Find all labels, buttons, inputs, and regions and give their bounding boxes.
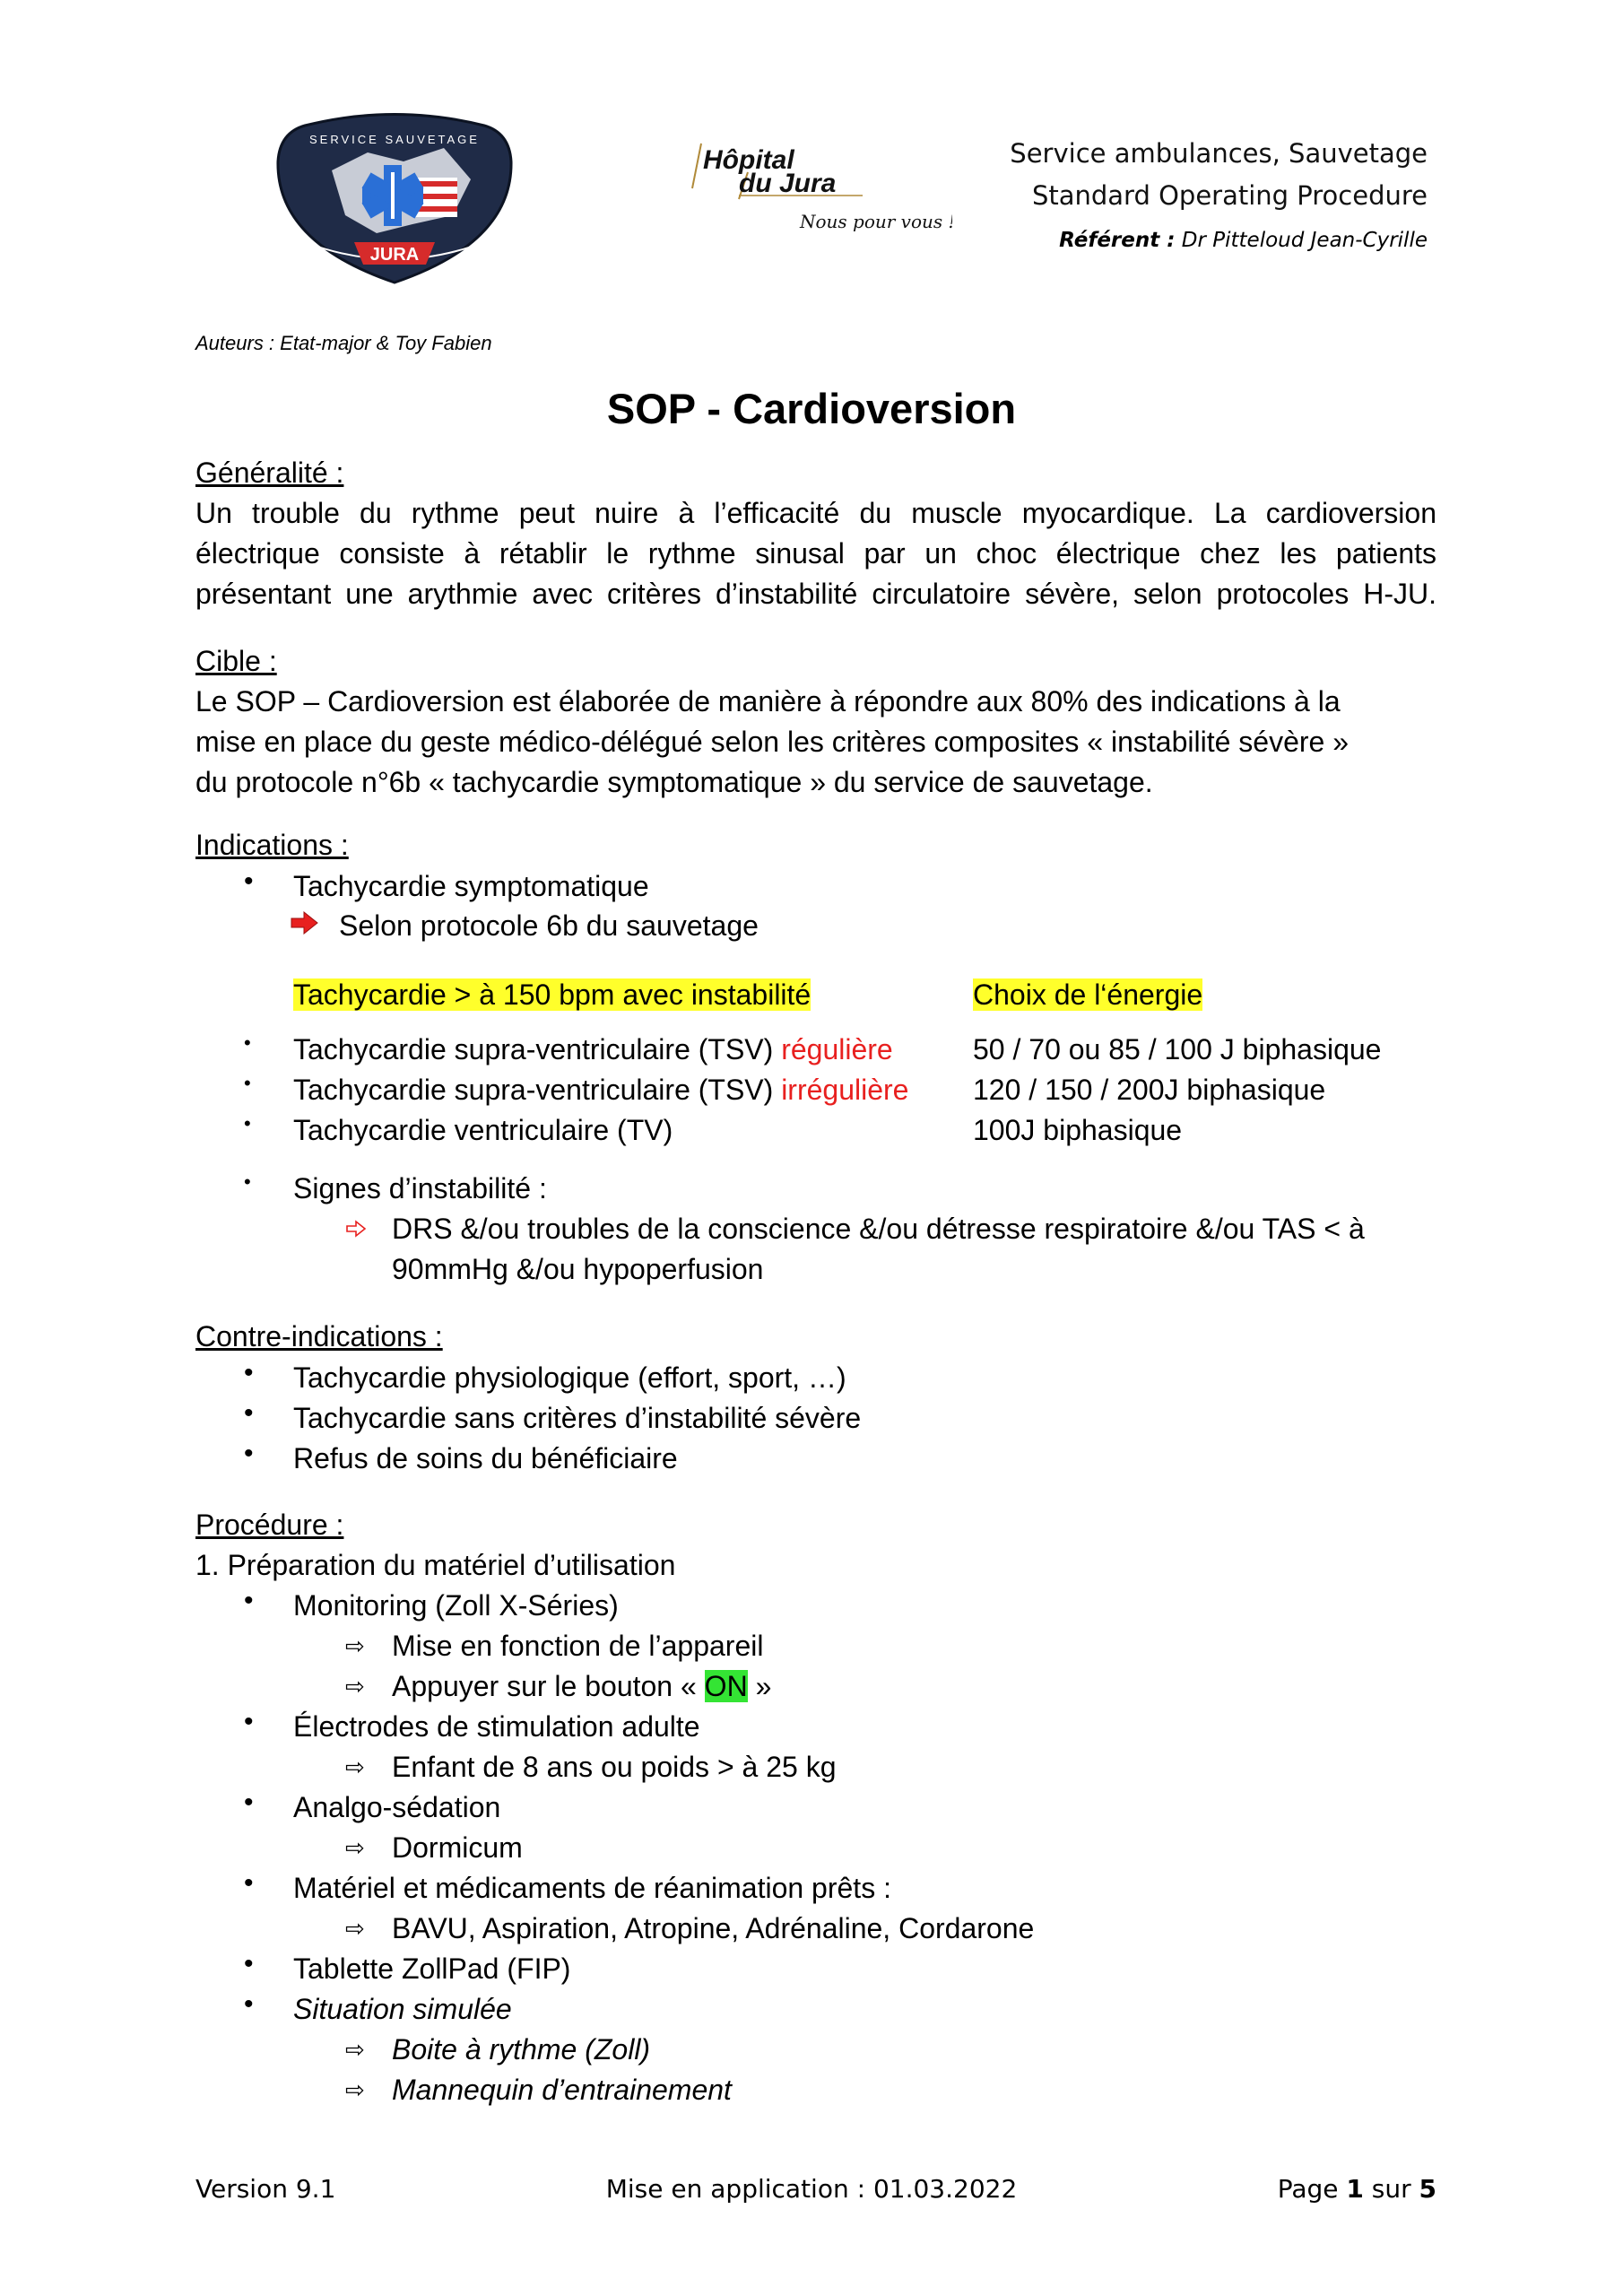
procedure-subitem: Mannequin d’entrainement bbox=[392, 2074, 732, 2106]
bullet-icon: • bbox=[244, 1707, 254, 1736]
energy-row-label: Tachycardie supra-ventriculaire (TSV) irrégulière bbox=[293, 1074, 909, 1106]
energy-row-value: 50 / 70 ou 85 / 100 J biphasique bbox=[973, 1033, 1382, 1065]
header-doc-type: Standard Operating Procedure bbox=[1031, 180, 1428, 211]
procedure-subitem: Enfant de 8 ans ou poids > à 25 kg bbox=[392, 1751, 837, 1783]
procedure-item-materiel: Matériel et médicaments de réanimation prêts : bbox=[293, 1872, 891, 1904]
contre-indication-item: Tachycardie physiologique (effort, sport, …) bbox=[293, 1361, 846, 1394]
energy-table-header-left bbox=[293, 975, 811, 1015]
referent-label: Référent : bbox=[1059, 229, 1176, 252]
cible-line: du protocole n°6b « tachycardie symptomatique » du service de sauvetage. bbox=[195, 766, 1153, 798]
hospital-tagline: Nous pour vous ! bbox=[800, 211, 952, 232]
bullet-icon: • bbox=[244, 866, 254, 896]
procedure-step-1: 1. Préparation du matériel d’utilisation bbox=[195, 1549, 676, 1581]
bullet-icon: • bbox=[244, 1398, 254, 1428]
procedure-item-analgo: Analgo-sédation bbox=[293, 1791, 501, 1823]
bullet-icon: • bbox=[244, 1112, 251, 1135]
hollow-arrow-icon bbox=[345, 1220, 367, 1238]
indications-heading: Indications : bbox=[195, 829, 349, 861]
bullet-icon: • bbox=[244, 1868, 254, 1898]
hospital-name-line1: Hôpital bbox=[703, 145, 794, 175]
hospital-name-line2: du Jura bbox=[739, 169, 837, 198]
energy-row-label: Tachycardie ventriculaire (TV) bbox=[293, 1114, 673, 1146]
footer-page-number: Page 1 sur 5 bbox=[1277, 2174, 1436, 2204]
bullet-icon: • bbox=[244, 1586, 254, 1615]
signes-instabilite: Signes d’instabilité : bbox=[293, 1172, 547, 1205]
procedure-subitem: Mise en fonction de l’appareil bbox=[392, 1630, 764, 1662]
footer-version: Version 9.1 bbox=[195, 2174, 336, 2204]
hollow-arrow-icon: ⇨ bbox=[345, 1834, 365, 1861]
page-total: 5 bbox=[1419, 2174, 1436, 2204]
procedure-subitem: Dormicum bbox=[392, 1831, 523, 1864]
energy-table-header-right bbox=[973, 975, 1202, 1015]
header-referent bbox=[1010, 222, 1428, 258]
qualifier-red: irrégulière bbox=[781, 1074, 909, 1106]
cible-section bbox=[195, 641, 1436, 803]
contre-indication-item: Refus de soins du bénéficiaire bbox=[293, 1442, 678, 1474]
signes-subitem: DRS &/ou troubles de la conscience &/ou détresse respiratoire &/ou TAS < à bbox=[392, 1213, 1365, 1245]
generalite-line: présentant une arythmie avec critères d’instabilité circulatoire sévère, selon protocoles H-JU. bbox=[195, 578, 1436, 610]
procedure-item-situation: Situation simulée bbox=[293, 1993, 512, 2025]
generalite-section bbox=[195, 453, 1436, 614]
procedure-subitem: Boite à rythme (Zoll) bbox=[392, 2033, 651, 2066]
hollow-arrow-icon: ⇨ bbox=[345, 1915, 365, 1942]
bullet-icon: • bbox=[244, 1989, 254, 2019]
hollow-arrow-icon: ⇨ bbox=[345, 2076, 365, 2103]
generalite-line: Un trouble du rythme peut nuire à l’efficacité du muscle myocardique. La cardioversion bbox=[195, 497, 1436, 529]
table-header-right-text: Choix de l‘énergie bbox=[973, 978, 1203, 1011]
procedure-subitem: BAVU, Aspiration, Atropine, Adrénaline, Cordarone bbox=[392, 1912, 1035, 1944]
header-info bbox=[1010, 133, 1428, 258]
qualifier-red: régulière bbox=[781, 1033, 893, 1065]
authors-line: Auteurs : Etat-major & Toy Fabien bbox=[195, 332, 492, 354]
procedure-subitem-on: Appuyer sur le bouton « ON » bbox=[392, 1670, 772, 1702]
cible-heading: Cible : bbox=[195, 645, 277, 677]
service-sauvetage-badge-logo bbox=[269, 108, 520, 287]
procedure-heading: Procédure : bbox=[195, 1509, 344, 1541]
energy-row-value: 100J biphasique bbox=[973, 1114, 1183, 1146]
badge-bottom-text: JURA bbox=[369, 245, 420, 265]
bullet-icon: • bbox=[244, 1787, 254, 1817]
cible-line: Le SOP – Cardioversion est élaborée de manière à répondre aux 80% des indications à la bbox=[195, 685, 1341, 718]
bullet-icon: • bbox=[244, 1358, 254, 1387]
hollow-arrow-icon: ⇨ bbox=[345, 1632, 365, 1659]
procedure-item-electrodes: Électrodes de stimulation adulte bbox=[293, 1710, 700, 1743]
procedure-item-monitoring: Monitoring (Zoll X-Séries) bbox=[293, 1589, 619, 1622]
hollow-arrow-icon: ⇨ bbox=[345, 1753, 365, 1780]
page-title: SOP - Cardioversion bbox=[606, 385, 1017, 432]
bullet-icon: • bbox=[244, 1031, 251, 1054]
cible-line: mise en place du geste médico-délégué selon les critères composites « instabilité sévère » bbox=[195, 726, 1350, 758]
page-current: 1 bbox=[1346, 2174, 1364, 2204]
footer-application-date: Mise en application : 01.03.2022 bbox=[605, 2174, 1018, 2204]
generalite-heading: Généralité : bbox=[195, 457, 344, 489]
energy-row-label: Tachycardie supra-ventriculaire (TSV) régulière bbox=[293, 1033, 893, 1065]
bullet-icon: • bbox=[244, 1170, 251, 1193]
bullet-icon: • bbox=[244, 1949, 254, 1979]
contre-indications-heading: Contre-indications : bbox=[195, 1320, 443, 1352]
indication-subitem: Selon protocole 6b du sauvetage bbox=[339, 909, 759, 942]
badge-top-text: SERVICE SAUVETAGE bbox=[309, 133, 480, 146]
header-service: Service ambulances, Sauvetage bbox=[1010, 138, 1428, 169]
referent-name: Dr Pitteloud Jean-Cyrille bbox=[1181, 229, 1428, 252]
procedure-item-tablette: Tablette ZollPad (FIP) bbox=[293, 1952, 571, 1985]
contre-indication-item: Tachycardie sans critères d’instabilité sévère bbox=[293, 1402, 862, 1434]
signes-subitem-continued: 90mmHg &/ou hypoperfusion bbox=[392, 1253, 764, 1285]
hopital-du-jura-logo bbox=[683, 135, 952, 251]
table-header-left-text: Tachycardie > à 150 bpm avec instabilité bbox=[293, 978, 812, 1011]
bullet-icon: • bbox=[244, 1072, 251, 1094]
hollow-arrow-icon: ⇨ bbox=[345, 2036, 365, 2063]
hollow-arrow-icon: ⇨ bbox=[345, 1673, 365, 1700]
on-highlight: ON bbox=[704, 1670, 748, 1702]
generalite-line: électrique consiste à rétablir le rythme sinusal par un choc électrique chez les patients bbox=[195, 537, 1436, 570]
indication-item: Tachycardie symptomatique bbox=[293, 870, 649, 902]
bullet-icon: • bbox=[244, 1439, 254, 1468]
energy-row-value: 120 / 150 / 200J biphasique bbox=[973, 1074, 1326, 1106]
red-arrow-icon bbox=[290, 911, 318, 935]
